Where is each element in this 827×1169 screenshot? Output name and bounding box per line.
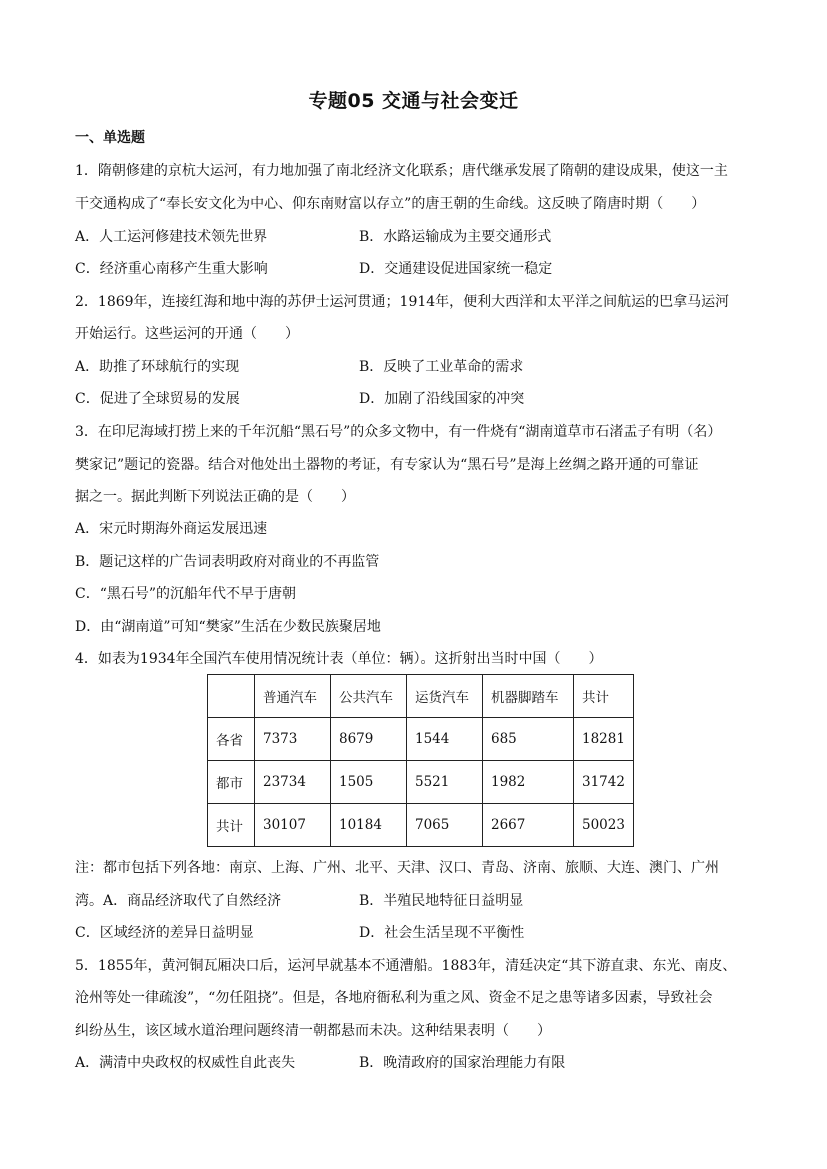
question-3-line-1: 3．在印尼海域打捞上来的千年沉船“黑石号”的众多文物中，有一件烧有“湖南道草市石渚盂子有明（名） — [75, 424, 722, 440]
table-cell: 5521 — [407, 761, 483, 804]
question-4-option-d[interactable]: D．社会生活呈现不平衡性 — [359, 925, 525, 941]
section-heading: 一、单选题 — [75, 130, 145, 146]
table-row — [208, 761, 634, 804]
question-3-option-b[interactable]: B．题记这样的广告词表明政府对商业的不再监管 — [75, 554, 380, 570]
question-3-line-3: 据之一。据此判断下列说法正确的是（ ） — [75, 489, 355, 505]
table-cell: 共计 — [208, 804, 255, 847]
question-5-line-3: 纠纷丛生，该区域水道治理问题终清一朝都悬而未决。这种结果表明（ ） — [75, 1023, 551, 1039]
table-cell: 50023 — [574, 804, 634, 847]
question-2-option-d[interactable]: D．加剧了沿线国家的冲突 — [359, 391, 525, 407]
question-1-option-d[interactable]: D．交通建设促进国家统一稳定 — [359, 261, 553, 277]
table-row — [208, 718, 634, 761]
question-2-line-1: 2．1869年，连接红海和地中海的苏伊士运河贯通；1914年，便利大西洋和太平洋之间航运的巴拿马运河 — [75, 294, 730, 310]
table-cell: 1982 — [483, 761, 574, 804]
table-cell: 1505 — [331, 761, 407, 804]
table-cell: 10184 — [331, 804, 407, 847]
table-cell: 30107 — [255, 804, 331, 847]
table-cell: 31742 — [574, 761, 634, 804]
question-4-option-c[interactable]: C．区域经济的差异日益明显 — [75, 925, 254, 941]
question-3-option-c[interactable]: C．“黑石号”的沉船年代不早于唐朝 — [75, 586, 297, 602]
table-cell: 各省 — [208, 718, 255, 761]
table-cell: 1544 — [407, 718, 483, 761]
question-4-option-b[interactable]: B．半殖民地特征日益明显 — [359, 893, 524, 909]
question-4-note-line-2[interactable]: 湾。A．商品经济取代了自然经济 — [75, 893, 282, 909]
question-3-line-2: 樊家记”题记的瓷器。结合对他处出土器物的考证，有专家认为“黑石号”是海上丝绸之路开通的可靠证 — [75, 457, 699, 473]
question-2-line-2: 开始运行。这些运河的开通（ ） — [75, 326, 299, 342]
table-cell: 18281 — [574, 718, 634, 761]
question-1-option-a[interactable]: A．人工运河修建技术领先世界 — [75, 229, 268, 245]
table-header-cell: 运货汽车 — [407, 675, 483, 718]
table-cell: 685 — [483, 718, 574, 761]
table-cell: 23734 — [255, 761, 331, 804]
table-cell: 2667 — [483, 804, 574, 847]
question-5-option-a[interactable]: A．满清中央政权的权威性自此丧失 — [75, 1055, 296, 1071]
table-header-cell: 公共汽车 — [331, 675, 407, 718]
table-row — [208, 804, 634, 847]
question-2-option-a[interactable]: A．助推了环球航行的实现 — [75, 359, 240, 375]
table-cell: 7065 — [407, 804, 483, 847]
question-5-option-b[interactable]: B．晚清政府的国家治理能力有限 — [359, 1055, 566, 1071]
question-3-option-a[interactable]: A．宋元时期海外商运发展迅速 — [75, 521, 268, 537]
car-statistics-table — [207, 674, 634, 847]
question-3-option-d[interactable]: D．由“湖南道”可知“樊家”生活在少数民族聚居地 — [75, 619, 381, 635]
page-title: 专题05 交通与社会变迁 — [308, 90, 519, 112]
question-4-line-1: 4．如表为1934年全国汽车使用情况统计表（单位：辆）。这折射出当时中国（ ） — [75, 651, 603, 667]
table-cell: 都市 — [208, 761, 255, 804]
question-2-option-c[interactable]: C．促进了全球贸易的发展 — [75, 391, 240, 407]
table-header-cell: 机器脚踏车 — [483, 675, 574, 718]
table-header-cell: 共计 — [574, 675, 634, 718]
question-4-note-line-1: 注：都市包括下列各地：南京、上海、广州、北平、天津、汉口、青岛、济南、旅顺、大连、澳门、广州 — [75, 860, 719, 876]
table-cell: 7373 — [255, 718, 331, 761]
question-5-line-2: 沧州等处一律疏浚”，“勿任阻挠”。但是，各地府衙私利为重之风、资金不足之患等诸多因素，导致社会 — [75, 990, 713, 1006]
question-1-option-c[interactable]: C．经济重心南移产生重大影响 — [75, 261, 268, 277]
table-header-cell: 普通汽车 — [255, 675, 331, 718]
question-1-line-2: 干交通构成了“奉长安文化为中心、仰东南财富以存立”的唐王朝的生命线。这反映了隋唐时期（ ） — [75, 196, 706, 212]
question-1-option-b[interactable]: B．水路运输成为主要交通形式 — [359, 229, 552, 245]
table-header-row — [208, 675, 634, 718]
question-2-option-b[interactable]: B．反映了工业革命的需求 — [359, 359, 524, 375]
question-1-line-1: 1．隋朝修建的京杭大运河，有力地加强了南北经济文化联系；唐代继承发展了隋朝的建设成果，使这一主 — [75, 163, 728, 179]
table-cell: 8679 — [331, 718, 407, 761]
question-5-line-1: 5．1855年，黄河铜瓦厢决口后，运河早就基本不通漕船。1883年，清廷决定“其下游直隶、东光、南皮、 — [75, 958, 737, 974]
table-header-cell — [208, 675, 255, 718]
